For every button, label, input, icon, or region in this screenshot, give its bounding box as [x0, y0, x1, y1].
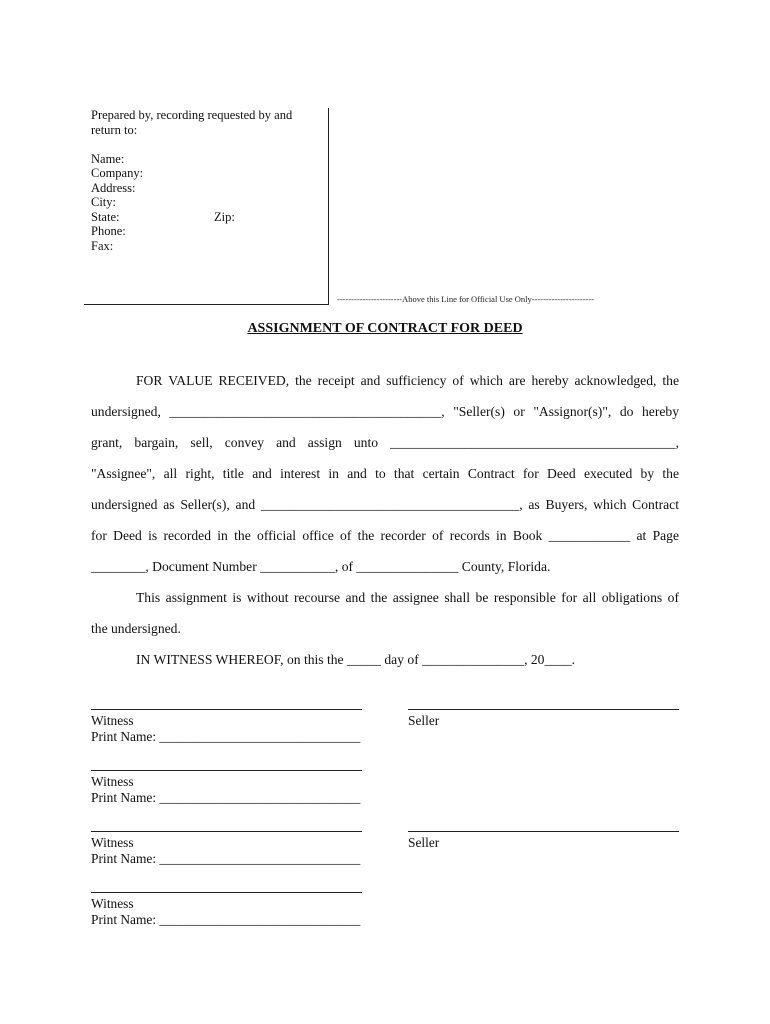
witness-3-print-name: Print Name: ______________________________ — [91, 851, 361, 866]
phone-label: Phone: — [91, 224, 126, 238]
seller-2-label: Seller — [408, 835, 440, 850]
in-witness-line: IN WITNESS WHEREOF, on this the _____ day of _______________, 20____. — [136, 652, 576, 667]
header-horizontal-divider — [84, 304, 329, 305]
prepared-by-line2: return to: — [91, 123, 138, 137]
witness-1-print-name: Print Name: ______________________________ — [91, 729, 361, 744]
zip-label: Zip: — [214, 210, 235, 224]
body-line-2: undersigned, ________________________________________, "Seller(s) or "Assignor(s)", do hereby — [91, 404, 679, 419]
body-line-1: FOR VALUE RECEIVED, the receipt and sufficiency of which are hereby acknowledged, the — [136, 373, 679, 388]
body-line-7: ________, Document Number ___________, of _______________ County, Florida. — [91, 559, 551, 574]
witness-3-label: Witness — [91, 835, 134, 850]
body-line-6: for Deed is recorded in the official office of the recorder of records in Book ____________ at Page — [91, 528, 679, 543]
header-vertical-divider — [328, 108, 329, 304]
official-use-note: -----------------------Above this Line for Official Use Only---------------------- — [337, 294, 595, 304]
body-line-5: undersigned as Seller(s), and ______________________________________, as Buyers, which Contract — [91, 497, 679, 512]
body-line-3: grant, bargain, sell, convey and assign unto __________________________________________, — [91, 435, 679, 450]
state-label: State: — [91, 210, 120, 224]
name-label: Name: — [91, 152, 125, 166]
witness-4-signature-line — [91, 892, 362, 893]
witness-2-signature-line — [91, 770, 362, 771]
witness-4-print-name: Print Name: ______________________________ — [91, 912, 361, 927]
witness-2-print-name: Print Name: ______________________________ — [91, 790, 361, 805]
address-label: Address: — [91, 181, 136, 195]
prepared-by-line1: Prepared by, recording requested by and — [91, 108, 293, 122]
witness-1-label: Witness — [91, 713, 134, 728]
body-line-9: the undersigned. — [91, 621, 181, 636]
fax-label: Fax: — [91, 239, 114, 253]
seller-1-signature-line — [408, 709, 679, 710]
document-title: ASSIGNMENT OF CONTRACT FOR DEED — [247, 321, 523, 336]
city-label: City: — [91, 195, 117, 209]
seller-1-label: Seller — [408, 713, 440, 728]
seller-2-signature-line — [408, 831, 679, 832]
body-line-8: This assignment is without recourse and the assignee shall be responsible for all obligations of — [136, 590, 679, 605]
company-label: Company: — [91, 166, 144, 180]
witness-2-label: Witness — [91, 774, 134, 789]
body-line-4: "Assignee", all right, title and interest in and to that certain Contract for Deed executed by the — [91, 466, 679, 481]
witness-1-signature-line — [91, 709, 362, 710]
witness-4-label: Witness — [91, 896, 134, 911]
witness-3-signature-line — [91, 831, 362, 832]
